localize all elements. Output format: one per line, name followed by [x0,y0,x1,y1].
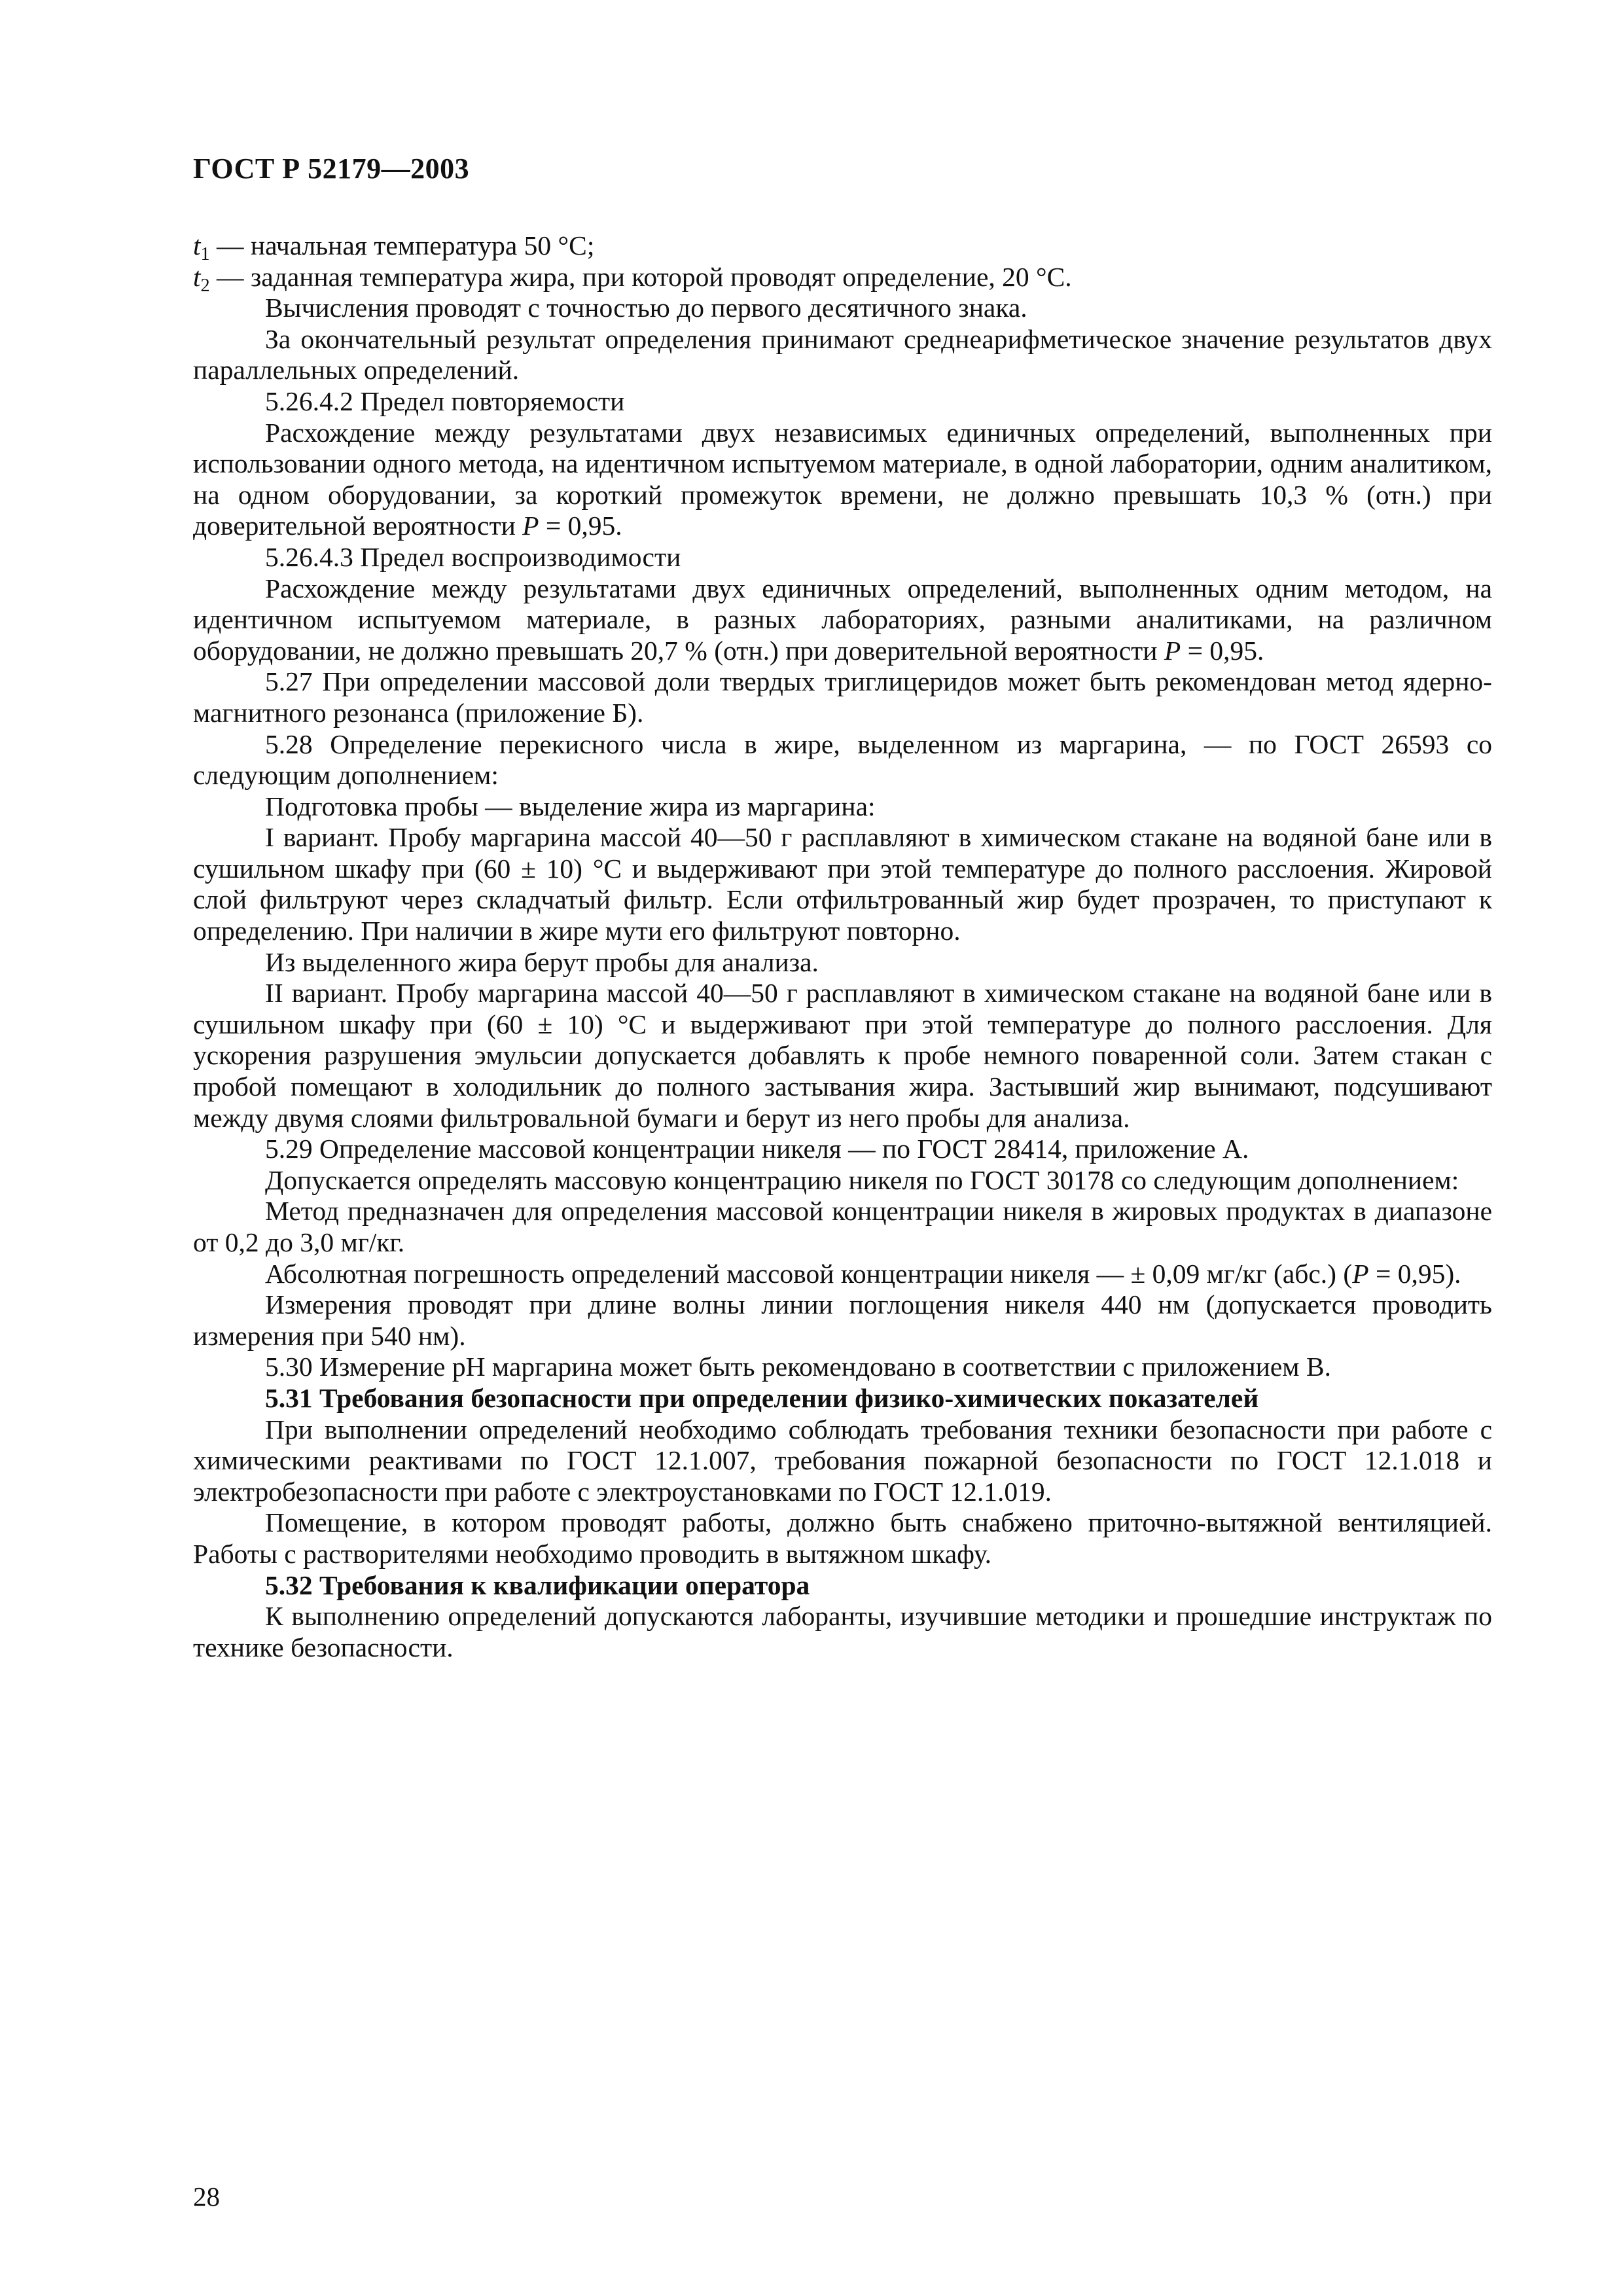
paragraph-5-29: 5.29 Определение массовой концентрации никеля — по ГОСТ 28414, приложение А. [265,1134,1249,1164]
symbol-t: t [193,230,201,260]
paragraph-5-30: 5.30 Измерение рН маргарина может быть рекомендовано в соответствии с приложением В. [265,1352,1331,1382]
legend-text: — заданная температура жира, при которой проводят определение, 20 °С. [209,261,1072,292]
absolute-error-text: Абсолютная погрешность определений массовой концентрации никеля — ± 0,09 мг/кг (абс.) ( [265,1258,1353,1289]
page-number: 28 [193,2181,220,2212]
paragraph-calc-precision: Вычисления проводят с точностью до первого десятичного знака. [265,293,1027,323]
heading-5-26-4-3: 5.26.4.3 Предел воспроизводимости [265,541,681,572]
symbol-index: 2 [200,275,210,296]
paragraph-variant-2: II вариант. Пробу маргарина массой 40—50 г расплавляют в химическом стакане на водяной бане или в сушильном шкафу при (60 ± 10) °С и выдерживают при этой температуре до полного расслоения. Для ускорения разрушения эмульсии допускается добавлять к пробе немного поваренной соли. Затем стакан с пробой помещают в холодильник до полного застывания жира. Застывший жир вынимают, подсушивают между двумя слоями фильтровальной бумаги и берут из него пробы для анализа. [193,978,1492,1133]
repeatability-text: Расхождение между результатами двух независимых единичных определений, выполненных при использовании одного метода, на идентичном испытуемом материале, в одной лаборатории, одним аналитиком, на одном оборудовании, за короткий промежуток времени, не должно превышать 10,3 % (отн.) при доверительной вероятности [193,417,1492,541]
paragraph-reproducibility [193,573,1492,667]
paragraph-absolute-error [193,1259,1492,1290]
legend-text: — начальная температура 50 °С; [209,230,595,260]
probability-value: = 0,95). [1368,1258,1461,1289]
paragraph-method-range: Метод предназначен для определения массовой концентрации никеля в жировых продуктах в диапазоне от 0,2 до 3,0 мг/кг. [193,1196,1492,1257]
legend-t1 [193,230,1492,262]
paragraph-final-result: За окончательный результат определения принимают среднеарифметическое значение результатов двух параллельных определений. [193,323,1492,386]
symbol-index: 1 [200,243,210,264]
heading-5-26-4-2: 5.26.4.2 Предел повторяемости [265,386,625,416]
paragraph-5-27: 5.27 При определении массовой доли твердых триглицеридов может быть рекомендован метод ядерно-магнитного резонанса (приложение Б). [193,666,1492,728]
paragraph-sample-from-fat: Из выделенного жира берут пробы для анализа. [265,946,819,977]
legend-t2 [193,261,1492,296]
symbol-t: t [193,261,201,292]
standard-header: ГОСТ Р 52179—2003 [193,152,470,185]
probability-symbol: P [1352,1258,1369,1289]
paragraph-wavelength: Измерения проводят при длине волны линии поглощения никеля 440 нм (допускается проводить измерения при 540 нм). [193,1289,1492,1351]
paragraph-allowed-method: Допускается определять массовую концентрацию никеля по ГОСТ 30178 со следующим дополнением: [265,1164,1459,1195]
heading-5-32: 5.32 Требования к квалификации оператора [265,1570,810,1600]
document-body [193,230,1492,1663]
paragraph-variant-1: I вариант. Пробу маргарина массой 40—50 г расплавляют в химическом стакане на водяной бане или в сушильном шкафу при (60 ± 10) °С и выдерживают при этой температуре до полного расслоения. Жировой слой фильтруют через складчатый фильтр. Если отфильтрованный жир будет прозрачен, то приступают к определению. При наличии в жире мути его фильтруют повторно. [193,822,1492,946]
paragraph-sample-prep: Подготовка пробы — выделение жира из маргарина: [265,791,876,821]
heading-5-31: 5.31 Требования безопасности при определении физико-химических показателей [265,1382,1259,1413]
reproducibility-text: Расхождение между результатами двух единичных определений, выполненных одним методом, на идентичном испытуемом материале, в разных лабораториях, разными аналитиками, на различном оборудовании, не должно превышать 20,7 % (отн.) при доверительной вероятности [193,573,1492,666]
probability-symbol: P [1164,635,1181,666]
paragraph-repeatability [193,418,1492,542]
paragraph-qualification: К выполнению определений допускаются лаборанты, изучившие методики и прошедшие инструктаж по технике безопасности. [193,1601,1492,1662]
paragraph-ventilation: Помещение, в котором проводят работы, должно быть снабжено приточно-вытяжной вентиляцией. Работы с растворителями необходимо проводить в вытяжном шкафу. [193,1507,1492,1569]
probability-symbol: P [522,511,539,541]
probability-value: = 0,95. [1181,635,1264,666]
paragraph-safety: При выполнении определений необходимо соблюдать требования техники безопасности при работе с химическими реактивами по ГОСТ 12.1.007, требования пожарной безопасности по ГОСТ 12.1.018 и электробезопасности при работе с электроустановками по ГОСТ 12.1.019. [193,1414,1492,1507]
probability-value: = 0,95. [539,511,622,541]
paragraph-5-28: 5.28 Определение перекисного числа в жире, выделенном из маргарина, — по ГОСТ 26593 со следующим дополнением: [193,728,1492,791]
